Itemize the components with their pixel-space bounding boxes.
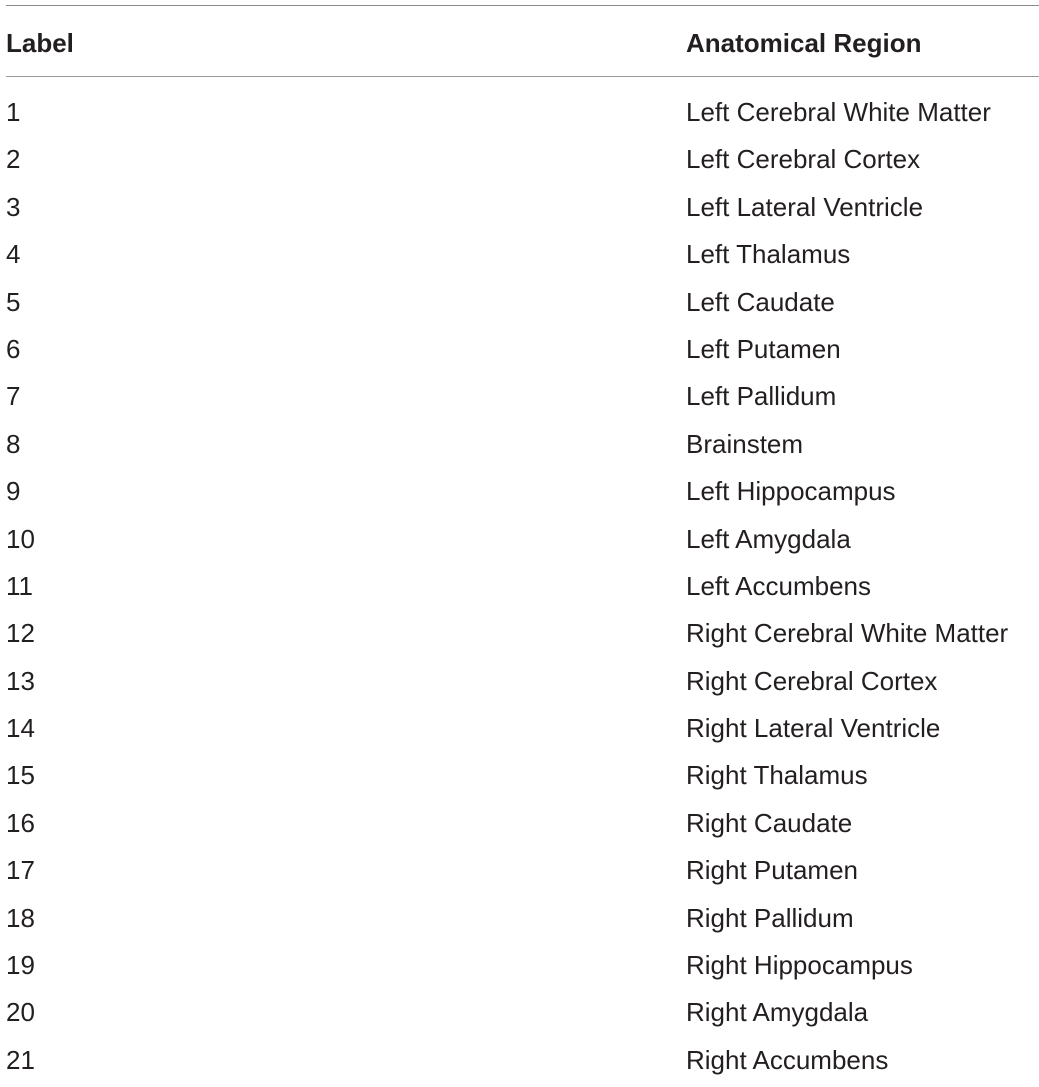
cell-region: Brainstem (686, 428, 804, 459)
table-row (6, 424, 1039, 471)
cell-label: 5 (6, 286, 21, 317)
cell-region: Left Pallidum (686, 381, 837, 412)
table-row (6, 187, 1039, 234)
cell-label: 18 (6, 902, 35, 933)
cell-label: 15 (6, 760, 35, 791)
cell-region: Right Pallidum (686, 902, 854, 933)
cell-region: Left Caudate (686, 286, 835, 317)
cell-region: Left Cerebral White Matter (686, 97, 991, 127)
cell-label: 21 (6, 1044, 35, 1075)
cell-label: 19 (6, 950, 35, 981)
table-row (6, 92, 1039, 139)
table-row (6, 139, 1039, 186)
table-row (6, 992, 1039, 1039)
table-row (6, 613, 1039, 660)
table-row (6, 519, 1039, 566)
cell-label: 2 (6, 144, 21, 175)
cell-label: 16 (6, 807, 35, 838)
cell-region: Right Accumbens (686, 1044, 889, 1075)
cell-label: 13 (6, 665, 35, 696)
table-header-rule (6, 76, 1039, 77)
table-row (6, 755, 1039, 802)
table-row (6, 376, 1039, 423)
table-row (6, 708, 1039, 755)
cell-label: 6 (6, 333, 21, 364)
cell-label: 14 (6, 713, 35, 744)
cell-label: 7 (6, 381, 21, 412)
table-body (6, 92, 1039, 1087)
table-row (6, 661, 1039, 708)
table-row (6, 329, 1039, 376)
table-row (6, 282, 1039, 329)
cell-label: 10 (6, 523, 35, 554)
cell-region: Left Accumbens (686, 570, 871, 601)
cell-label: 12 (6, 618, 35, 649)
cell-region: Right Lateral Ventricle (686, 713, 941, 744)
cell-region: Left Amygdala (686, 523, 851, 554)
cell-region: Right Cerebral White Matter (686, 618, 1009, 649)
column-header-label: Label (6, 28, 74, 58)
table-header (6, 25, 1039, 61)
table-row (6, 803, 1039, 850)
column-header-region: Anatomical Region (686, 28, 922, 58)
table-row (6, 945, 1039, 992)
cell-region: Right Putamen (686, 855, 858, 886)
cell-region: Right Thalamus (686, 760, 868, 791)
table-row (6, 234, 1039, 281)
table-row (6, 898, 1039, 945)
cell-label: 4 (6, 239, 21, 270)
cell-region: Left Lateral Ventricle (686, 191, 924, 222)
cell-label: 17 (6, 855, 35, 886)
cell-label: 20 (6, 997, 35, 1028)
cell-region: Left Cerebral Cortex (686, 144, 921, 175)
table-row (6, 566, 1039, 613)
cell-label: 9 (6, 476, 21, 507)
cell-label: 1 (6, 97, 21, 127)
cell-region: Left Putamen (686, 333, 841, 364)
cell-region: Right Caudate (686, 807, 853, 838)
cell-region: Left Hippocampus (686, 476, 896, 507)
table-row (6, 471, 1039, 518)
table-row (6, 850, 1039, 897)
table-top-rule (6, 5, 1039, 6)
cell-label: 11 (6, 570, 33, 601)
cell-region: Right Hippocampus (686, 950, 913, 981)
cell-label: 8 (6, 428, 21, 459)
cell-label: 3 (6, 191, 21, 222)
cell-region: Left Thalamus (686, 239, 851, 270)
cell-region: Right Amygdala (686, 997, 869, 1028)
cell-region: Right Cerebral Cortex (686, 665, 938, 696)
